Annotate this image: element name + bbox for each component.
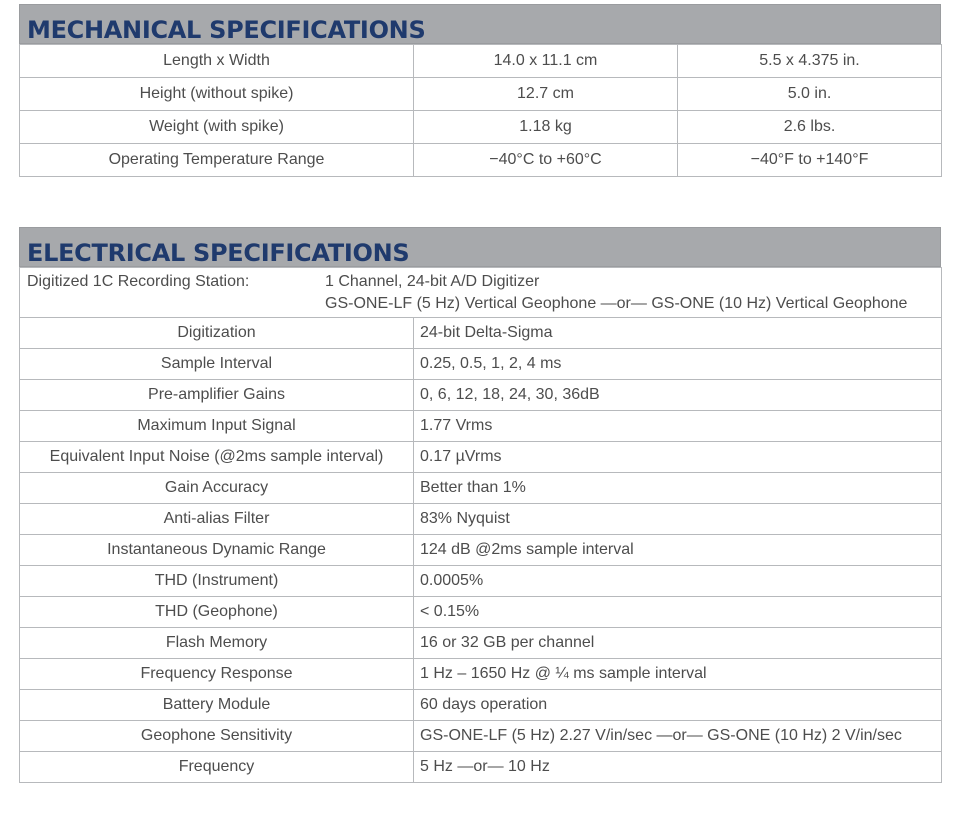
table-row (20, 45, 942, 78)
electrical-section-title: ELECTRICAL SPECIFICATIONS (27, 239, 410, 267)
spec-value: 0.0005% (414, 566, 942, 597)
imperial-value: 2.6 lbs. (678, 111, 942, 144)
spec-label: Weight (with spike) (20, 111, 414, 144)
spec-value: 0.25, 0.5, 1, 2, 4 ms (414, 349, 942, 380)
spec-label: Flash Memory (20, 628, 414, 659)
spec-value: 5 Hz —or— 10 Hz (414, 752, 942, 783)
station-description-line-1: 1 Channel, 24-bit A/D Digitizer (325, 273, 540, 290)
spec-value: 16 or 32 GB per channel (414, 628, 942, 659)
spec-value: 83% Nyquist (414, 504, 942, 535)
mechanical-section-header (19, 4, 941, 44)
table-row (20, 659, 942, 690)
spec-value: 1.77 Vrms (414, 411, 942, 442)
table-row (20, 721, 942, 752)
spec-value: < 0.15% (414, 597, 942, 628)
table-row (20, 318, 942, 349)
spec-label: Length x Width (20, 45, 414, 78)
spec-label: THD (Geophone) (20, 597, 414, 628)
table-row (20, 411, 942, 442)
station-description-line-2: GS-ONE-LF (5 Hz) Vertical Geophone —or— GS-ONE (10 Hz) Vertical Geophone (325, 295, 908, 312)
spec-label: Height (without spike) (20, 78, 414, 111)
mechanical-section-title: MECHANICAL SPECIFICATIONS (27, 16, 426, 44)
table-row (20, 752, 942, 783)
metric-value: 12.7 cm (414, 78, 678, 111)
metric-value: 14.0 x 11.1 cm (414, 45, 678, 78)
table-row (20, 442, 942, 473)
spec-label: Anti-alias Filter (20, 504, 414, 535)
spec-value: 1 Hz – 1650 Hz @ ¼ ms sample interval (414, 659, 942, 690)
spec-value: GS-ONE-LF (5 Hz) 2.27 V/in/sec —or— GS-ONE (10 Hz) 2 V/in/sec (414, 721, 942, 752)
metric-value: 1.18 kg (414, 111, 678, 144)
spec-value: 124 dB @2ms sample interval (414, 535, 942, 566)
table-row (20, 597, 942, 628)
electrical-specifications-section (19, 227, 941, 783)
imperial-value: 5.0 in. (678, 78, 942, 111)
spec-label: Pre-amplifier Gains (20, 380, 414, 411)
table-row (20, 380, 942, 411)
table-row (20, 628, 942, 659)
table-row (20, 535, 942, 566)
station-label: Digitized 1C Recording Station: (27, 273, 250, 290)
spec-label: Operating Temperature Range (20, 144, 414, 177)
mechanical-spec-table (19, 44, 942, 177)
spec-label: THD (Instrument) (20, 566, 414, 597)
table-row (20, 473, 942, 504)
imperial-value: −40°F to +140°F (678, 144, 942, 177)
table-row (20, 111, 942, 144)
spec-label: Sample Interval (20, 349, 414, 380)
spec-label: Instantaneous Dynamic Range (20, 535, 414, 566)
electrical-section-header (19, 227, 941, 267)
mechanical-specifications-section (19, 4, 941, 177)
spec-value: 0, 6, 12, 18, 24, 30, 36dB (414, 380, 942, 411)
spec-label: Geophone Sensitivity (20, 721, 414, 752)
table-row (20, 504, 942, 535)
table-row (20, 690, 942, 721)
station-row (20, 268, 942, 318)
spec-value: 60 days operation (414, 690, 942, 721)
spec-label: Maximum Input Signal (20, 411, 414, 442)
metric-value: −40°C to +60°C (414, 144, 678, 177)
spec-label: Digitization (20, 318, 414, 349)
table-row (20, 78, 942, 111)
spec-value: 0.17 µVrms (414, 442, 942, 473)
spec-label: Battery Module (20, 690, 414, 721)
spec-value: 24-bit Delta-Sigma (414, 318, 942, 349)
spec-label: Gain Accuracy (20, 473, 414, 504)
station-cell (20, 268, 942, 318)
spec-label: Equivalent Input Noise (@2ms sample interval) (20, 442, 414, 473)
imperial-value: 5.5 x 4.375 in. (678, 45, 942, 78)
spec-label: Frequency (20, 752, 414, 783)
spec-label: Frequency Response (20, 659, 414, 690)
table-row (20, 144, 942, 177)
table-row (20, 349, 942, 380)
electrical-spec-table (19, 267, 942, 783)
spec-value: Better than 1% (414, 473, 942, 504)
table-row (20, 566, 942, 597)
